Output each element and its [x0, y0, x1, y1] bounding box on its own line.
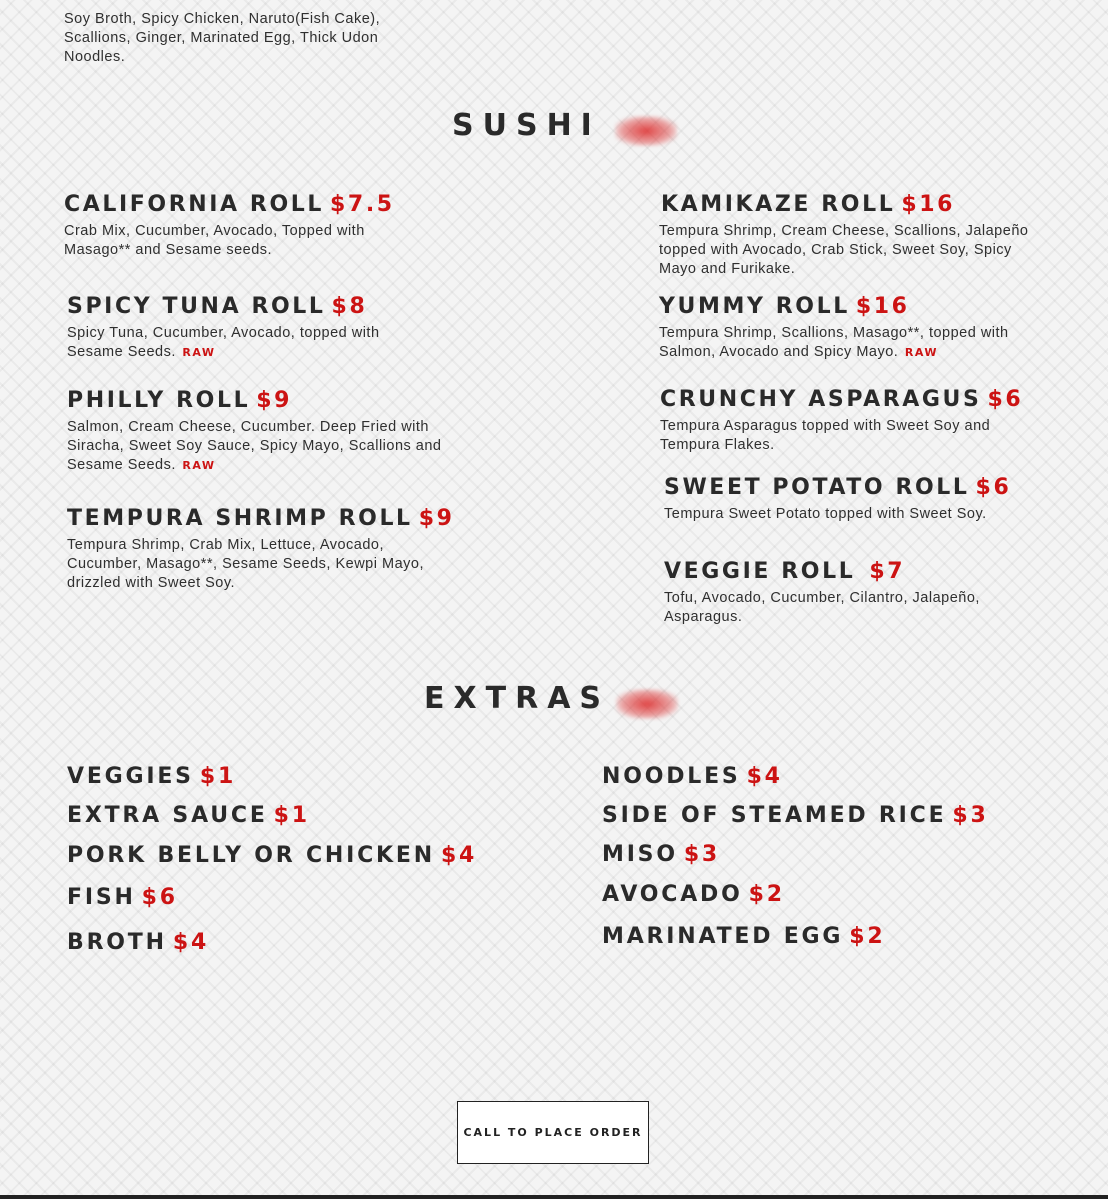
- extra-price: $2: [849, 924, 886, 949]
- sushi-item-kamikaze-roll: [659, 192, 1039, 279]
- sushi-item-veggie-roll: [664, 559, 1044, 627]
- raw-badge: RAW: [182, 346, 216, 359]
- item-price: $16: [855, 294, 910, 319]
- sushi-item-spicy-tuna-roll: [67, 294, 447, 362]
- item-description: Tempura Shrimp, Scallions, Masago**, topped with Salmon, Avocado and Spicy Mayo.: [659, 325, 1009, 360]
- raw-badge: RAW: [904, 346, 938, 359]
- sushi-item-sweet-potato-roll: [664, 475, 1044, 524]
- item-name: KAMIKAZE ROLL: [661, 192, 896, 217]
- item-price: $6: [987, 387, 1024, 412]
- call-to-place-order-button[interactable]: CALL TO PLACE ORDER: [457, 1101, 649, 1164]
- top-item-description: Soy Broth, Spicy Chicken, Naruto(Fish Cake), Scallions, Ginger, Marinated Egg, Thick Udon Noodles.: [64, 11, 381, 65]
- extra-item-miso: [602, 842, 720, 867]
- sushi-item-california-roll: [64, 192, 444, 260]
- sushi-section-header: [452, 108, 677, 146]
- item-description: Spicy Tuna, Cucumber, Avocado, topped with Sesame Seeds.: [67, 325, 380, 360]
- extra-item-pork-belly-or-chicken: [67, 843, 477, 868]
- extra-item-marinated-egg: [602, 924, 886, 949]
- extra-name: MISO: [602, 842, 678, 867]
- extra-name: NOODLES: [602, 764, 741, 789]
- extra-item-avocado: [602, 882, 785, 907]
- extra-name: PORK BELLY OR CHICKEN: [67, 843, 435, 868]
- extra-price: $4: [746, 764, 783, 789]
- extra-name: FISH: [67, 885, 136, 910]
- extras-section-title: EXTRAS: [424, 681, 611, 716]
- extra-item-fish: [67, 885, 178, 910]
- sushi-kanji-blurred-icon: [615, 116, 677, 146]
- extra-item-noodles: [602, 764, 783, 789]
- sushi-item-philly-roll: [67, 388, 447, 475]
- extra-item-extra-sauce: [67, 803, 310, 828]
- item-description: Tofu, Avocado, Cucumber, Cilantro, Jalapeño, Asparagus.: [664, 590, 980, 625]
- item-name: CALIFORNIA ROLL: [64, 192, 325, 217]
- extra-item-veggies: [67, 764, 236, 789]
- extra-price: $1: [273, 803, 310, 828]
- extra-price: $4: [440, 843, 478, 868]
- item-name: TEMPURA SHRIMP ROLL: [67, 506, 413, 531]
- item-price: $8: [331, 294, 368, 319]
- sushi-section-title: SUSHI: [452, 108, 601, 143]
- item-description: Tempura Sweet Potato topped with Sweet Soy.: [664, 506, 987, 522]
- item-description: Salmon, Cream Cheese, Cucumber. Deep Fried with Siracha, Sweet Soy Sauce, Spicy Mayo, Scallions and Sesame Seeds.: [67, 419, 442, 473]
- extra-item-broth: [67, 930, 209, 955]
- item-price: $9: [256, 388, 293, 413]
- sushi-item-tempura-shrimp-roll: [67, 506, 457, 593]
- item-price: $7.5: [330, 192, 395, 217]
- item-name: SPICY TUNA ROLL: [67, 294, 326, 319]
- item-price: $9: [418, 506, 455, 531]
- extra-price: $6: [141, 885, 178, 910]
- item-description: Crab Mix, Cucumber, Avocado, Topped with Masago** and Sesame seeds.: [64, 223, 365, 258]
- sushi-item-yummy-roll: [659, 294, 1039, 362]
- extra-price: $1: [199, 764, 237, 789]
- extra-price: $4: [172, 930, 210, 955]
- item-price: $16: [901, 192, 956, 217]
- extra-name: BROTH: [67, 930, 167, 955]
- raw-badge: RAW: [182, 459, 216, 472]
- extras-kanji-blurred-icon: [616, 689, 678, 719]
- extra-price: $3: [952, 803, 989, 828]
- extra-price: $3: [683, 842, 721, 867]
- item-price: $6: [975, 475, 1012, 500]
- extra-name: VEGGIES: [67, 764, 194, 789]
- item-name: PHILLY ROLL: [67, 388, 251, 413]
- extra-name: AVOCADO: [602, 882, 743, 907]
- extra-name: EXTRA SAUCE: [67, 803, 268, 828]
- extra-name: MARINATED EGG: [602, 924, 844, 949]
- item-description: Tempura Shrimp, Cream Cheese, Scallions, Jalapeño topped with Avocado, Crab Stick, Sweet Soy, Spicy Mayo and Furikake.: [659, 223, 1029, 277]
- footer-divider: [0, 1195, 1108, 1199]
- item-description: Tempura Shrimp, Crab Mix, Lettuce, Avocado, Cucumber, Masago**, Sesame Seeds, Kewpi Mayo, drizzled with Sweet Soy.: [67, 537, 424, 591]
- extra-price: $2: [748, 882, 785, 907]
- item-price: $7: [869, 559, 906, 584]
- sushi-item-crunchy-asparagus: [660, 387, 1040, 455]
- extras-section-header: [424, 681, 678, 719]
- item-description: Tempura Asparagus topped with Sweet Soy and Tempura Flakes.: [660, 418, 991, 453]
- item-name: VEGGIE ROLL: [664, 559, 856, 584]
- extra-name: SIDE OF STEAMED RICE: [602, 803, 947, 828]
- item-name: SWEET POTATO ROLL: [664, 475, 970, 500]
- extra-item-side-of-steamed-rice: [602, 803, 989, 828]
- item-name: YUMMY ROLL: [659, 294, 850, 319]
- item-name: CRUNCHY ASPARAGUS: [660, 387, 982, 412]
